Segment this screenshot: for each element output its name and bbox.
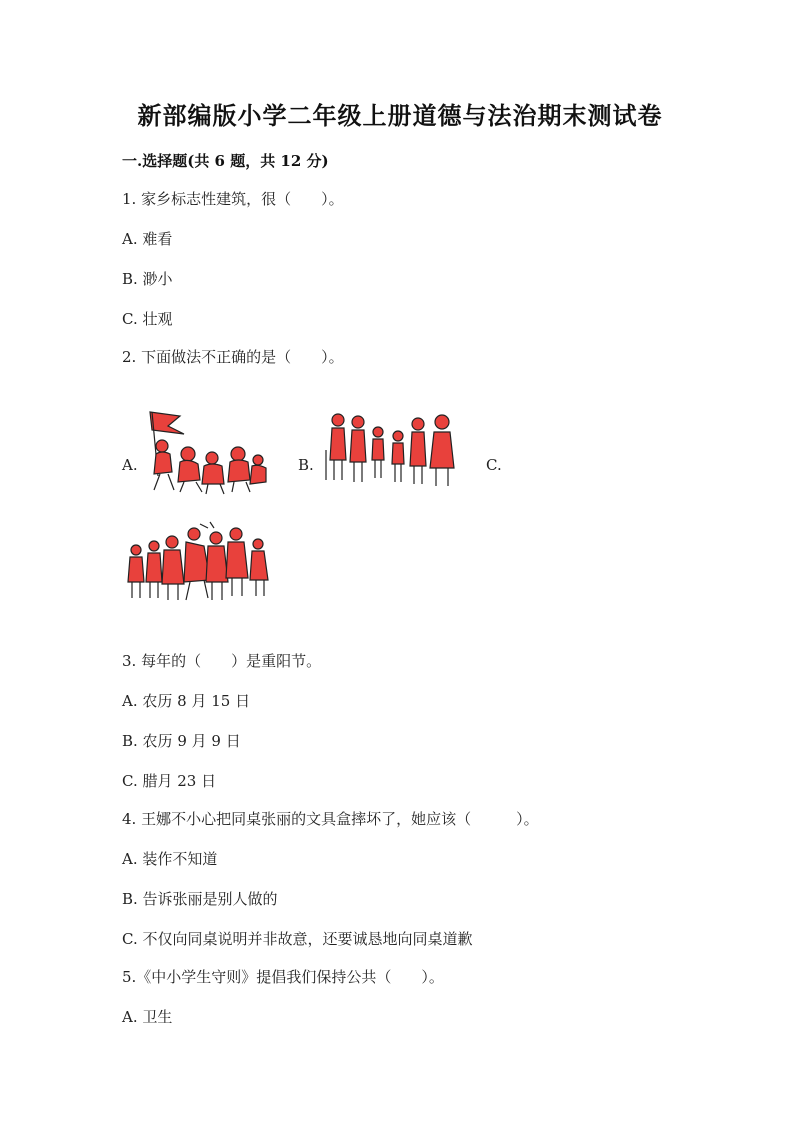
question-1-option-c[interactable]: C. 壮观 <box>122 310 173 328</box>
question-2-option-b[interactable]: B. <box>298 456 314 474</box>
question-4-option-a[interactable]: A. 装作不知道 <box>122 850 218 868</box>
question-4-option-b[interactable]: B. 告诉张丽是别人做的 <box>122 890 278 908</box>
question-3-option-c[interactable]: C. 腊月 23 日 <box>122 772 217 790</box>
question-5-stem: 5.《中小学生守则》提倡我们保持公共（ ）。 <box>122 968 444 986</box>
page-title: 新部编版小学二年级上册道德与法治期末测试卷 <box>137 101 663 130</box>
question-2-stem: 2. 下面做法不正确的是（ ）。 <box>122 348 344 366</box>
question-1-stem: 1. 家乡标志性建筑，很（ ）。 <box>122 190 344 208</box>
question-2-option-a[interactable]: A. <box>122 456 138 474</box>
question-4-option-c[interactable]: C. 不仅向同桌说明并非故意，还要诚恳地向同桌道歉 <box>122 930 473 948</box>
question-1-option-a[interactable]: A. 难看 <box>122 230 173 248</box>
option-a-picture-kids-with-flag <box>140 406 275 496</box>
question-3-option-b[interactable]: B. 农历 9 月 9 日 <box>122 732 241 750</box>
question-2-option-c[interactable]: C. <box>486 456 502 474</box>
section-heading: 一.选择题(共 6 题，共 12 分) <box>122 152 329 170</box>
option-b-picture-people-queueing <box>322 410 462 488</box>
question-4-stem: 4. 王娜不小心把同桌张丽的文具盒摔坏了，她应该（ ）。 <box>122 810 539 828</box>
option-c-picture-crowd-pushing <box>124 520 274 602</box>
question-5-option-a[interactable]: A. 卫生 <box>122 1008 173 1026</box>
question-3-stem: 3. 每年的（ ）是重阳节。 <box>122 652 322 670</box>
question-3-option-a[interactable]: A. 农历 8 月 15 日 <box>122 692 251 710</box>
question-1-option-b[interactable]: B. 渺小 <box>122 270 173 288</box>
